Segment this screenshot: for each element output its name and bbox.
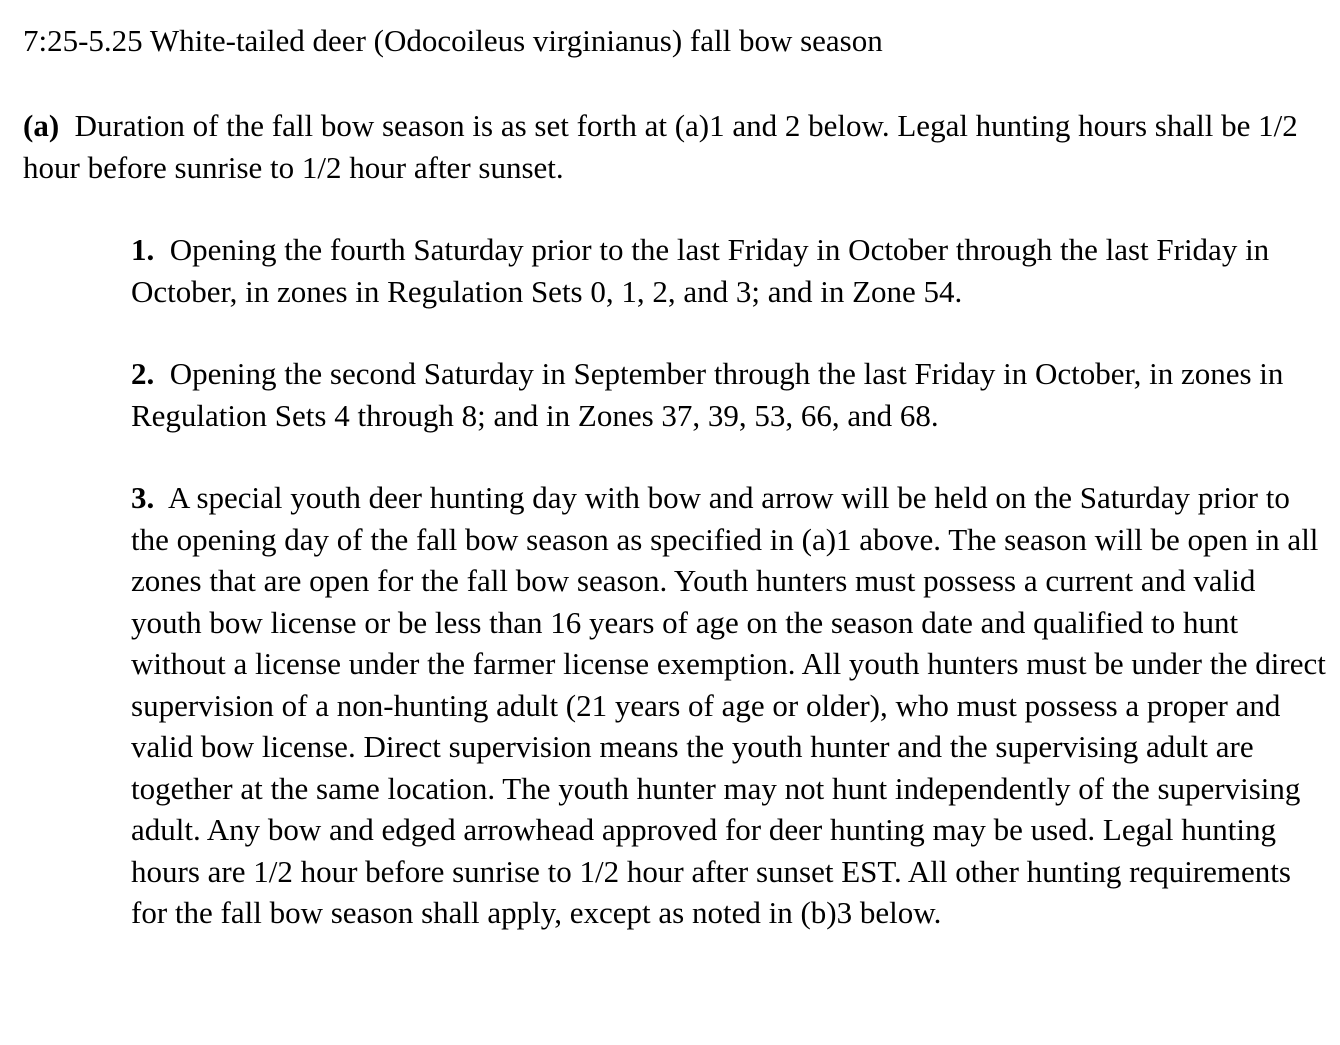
list-item-1-marker: 1. [131, 232, 155, 267]
list-item-1-text: Opening the fourth Saturday prior to the last Friday in October through the last Friday in October, in zones in Regulation Sets 0, 1, 2, and 3; and in Zone 54. [131, 232, 1270, 309]
list-item-2-text: Opening the second Saturday in September through the last Friday in October, in zones in Regulation Sets 4 through 8; and in Zones 37, 39, 53, 66, and 68. [131, 356, 1284, 433]
section-heading: 7:25-5.25 White-tailed deer (Odocoileus virginianus) fall bow season [23, 23, 883, 58]
subsection-a-paragraph [23, 105, 1323, 188]
list-item-3 [131, 477, 1326, 934]
list-item-3-text: A special youth deer hunting day with bow and arrow will be held on the Saturday prior to the opening day of the fall bow season as specified in (a)1 above. The season will be open in all zones that are open for the fall bow season. Youth hunters must possess a current and valid youth bow license or be less than 16 years of age on the season date and qualified to hunt without a license under the farmer license exemption. All youth hunters must be under the direct supervision of a non-hunting adult (21 years of age or older), who must possess a proper and valid bow license. Direct supervision means the youth hunter and the supervising adult are together at the same location. The youth hunter may not hunt independently of the supervising adult. Any bow and edged arrowhead approved for deer hunting may be used. Legal hunting hours are 1/2 hour before sunrise to 1/2 hour after sunset EST. All other hunting requirements for the fall bow season shall apply, except as noted in (b)3 below. [131, 480, 1326, 930]
list-item-1 [131, 229, 1326, 312]
list-item-2-marker: 2. [131, 356, 155, 391]
list-item-3-marker: 3. [131, 480, 155, 515]
subsection-a-marker: (a) [23, 108, 60, 143]
list-item-2 [131, 353, 1326, 436]
subsection-a-text: Duration of the fall bow season is as set forth at (a)1 and 2 below. Legal hunting hours shall be 1/2 hour before sunrise to 1/2 hour after sunset. [23, 108, 1298, 185]
